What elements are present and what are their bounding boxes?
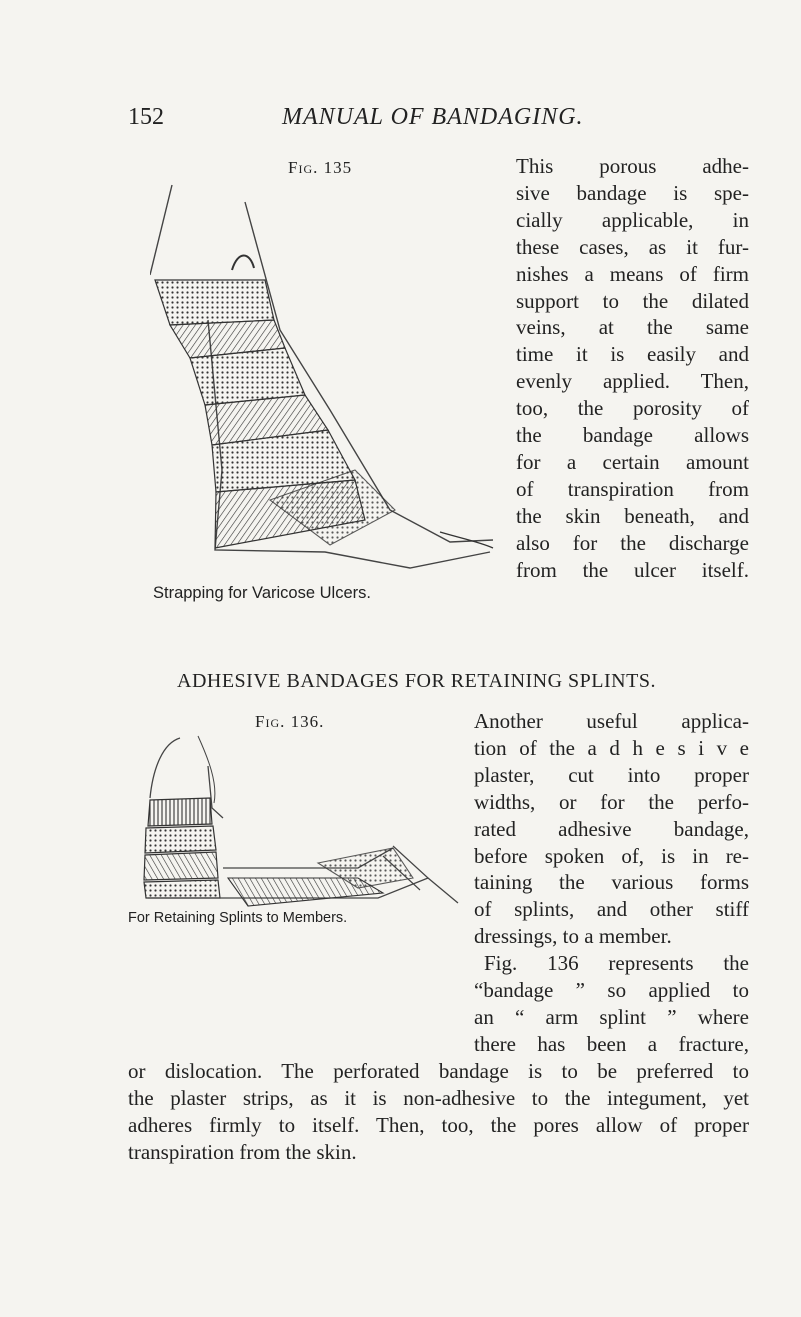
text-line: before spoken of, is in re- [474,843,749,868]
text-line: evenly applied. Then, [516,369,749,394]
figure-135-caption: Strapping for Varicose Ulcers. [153,584,371,602]
figure-135-label: Fig. 135 [288,158,353,177]
text-line: taining the various forms [474,870,749,895]
text-line: adheres firmly to itself. Then, too, the pores allow of proper [128,1112,749,1137]
figure-136-caption: For Retaining Splints to Members. [128,910,348,926]
text-line: This porous adhe- [516,154,749,178]
paragraph-2-continuation [128,1058,749,1166]
text-line: the bandage allows [516,423,749,448]
text-line: cially applicable, in [516,207,749,232]
text-line: for a certain amount [516,449,749,474]
text-line: nishes a means of firm [516,261,749,286]
page-number: 152 [128,104,164,130]
text-line: support to the dilated [516,288,749,313]
text-line: of transpiration from [516,476,749,501]
text-line: also for the discharge [516,530,749,555]
text-line: rated adhesive bandage, [474,816,749,841]
text-line: “bandage ” so applied to [474,978,749,1003]
section-heading: ADHESIVE BANDAGES FOR RETAINING SPLINTS. [177,670,656,692]
text-line: tion of the a d h e s i v e [474,735,749,760]
figure-136-label: Fig. 136. [255,712,325,731]
text-line: plaster, cut into proper [474,762,749,787]
text-line: time it is easily and [516,342,749,367]
text-line: the plaster strips, as it is non-adhesive to the integument, yet [128,1085,749,1110]
running-title: MANUAL OF BANDAGING. [282,104,584,130]
paragraph-2 [474,708,749,1058]
text-line: widths, or for the perfo- [474,789,749,814]
figure-135-illustration [150,180,510,580]
text-line: sive bandage is spe- [516,180,749,205]
text-line: dressings, to a member. [474,924,672,949]
text-line: of splints, and other stiff [474,897,749,922]
text-line: Another useful applica- [474,709,749,733]
text-line: transpiration from the skin. [128,1139,357,1164]
text-line: the skin beneath, and [516,503,749,528]
text-line: from the ulcer itself. [516,557,749,582]
paragraph-1 [516,153,749,584]
text-line: there has been a fracture, [474,1031,749,1056]
text-line: these cases, as it fur- [516,234,749,259]
text-line: or dislocation. The perforated bandage is to be preferred to [128,1059,749,1083]
figure-136-illustration [128,728,473,908]
text-line: Fig. 136 represents the [484,951,749,976]
text-line: too, the porosity of [516,396,749,421]
text-line: veins, at the same [516,315,749,340]
text-line: an “ arm splint ” where [474,1004,749,1029]
